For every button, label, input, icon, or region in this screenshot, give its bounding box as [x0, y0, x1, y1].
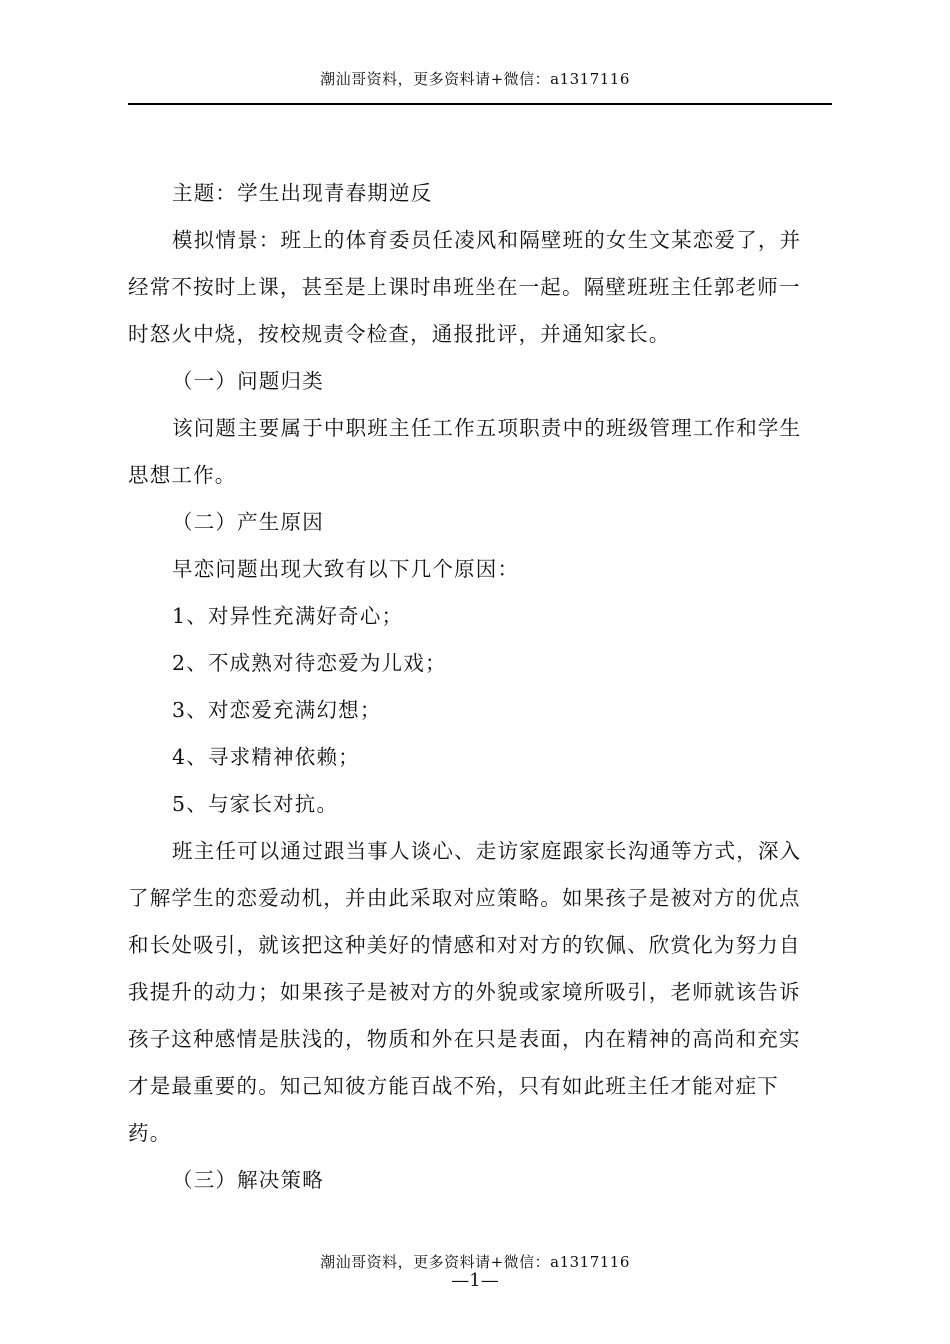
analysis-line-1: 班主任可以通过跟当事人谈心、走访家庭跟家长沟通等方式，深入 [172, 839, 802, 863]
topic-line: 主题：学生出现青春期逆反 [172, 181, 433, 205]
section-heading-1: （一）问题归类 [172, 369, 324, 393]
section-heading-3: （三）解决策略 [172, 1168, 324, 1192]
analysis-line-2: 了解学生的恋爱动机，并由此采取对应策略。如果孩子是被对方的优点 [128, 886, 801, 910]
page-footer: 潮汕哥资料，更多资料请+微信：a1317116 [320, 1253, 630, 1271]
classification-line-1: 该问题主要属于中职班主任工作五项职责中的班级管理工作和学生 [172, 416, 802, 440]
header-divider [128, 103, 832, 105]
scenario-line-2: 经常不按时上课，甚至是上课时串班坐在一起。隔壁班班主任郭老师一 [128, 275, 801, 299]
scenario-line-3: 时怒火中烧，按校规责令检查，通报批评，并通知家长。 [128, 322, 671, 346]
analysis-line-3: 和长处吸引，就该把这种美好的情感和对对方的钦佩、欣赏化为努力自 [128, 933, 801, 957]
causes-intro: 早恋问题出现大致有以下几个原因： [172, 557, 520, 581]
cause-item-1: 1、对异性充满好奇心； [172, 604, 404, 628]
analysis-line-4: 我提升的动力；如果孩子是被对方的外貌或家境所吸引，老师就该告诉 [128, 980, 801, 1004]
cause-item-5: 5、与家长对抗。 [172, 792, 339, 816]
page-header: 潮汕哥资料，更多资料请+微信：a1317116 [320, 70, 630, 88]
cause-item-4: 4、寻求精神依赖； [172, 745, 360, 769]
cause-item-3: 3、对恋爱充满幻想； [172, 698, 382, 722]
analysis-line-6: 才是最重要的。知己知彼方能百战不殆，只有如此班主任才能对症下 [128, 1074, 779, 1098]
page-number: —1— [451, 1270, 499, 1291]
classification-line-2: 思想工作。 [128, 463, 237, 487]
document-body [128, 170, 832, 1204]
scenario-line-1: 模拟情景：班上的体育委员任凌风和隔壁班的女生文某恋爱了，并 [172, 228, 802, 252]
cause-item-2: 2、不成熟对待恋爱为儿戏； [172, 651, 447, 675]
section-heading-2: （二）产生原因 [172, 510, 324, 534]
analysis-line-5: 孩子这种感情是肤浅的，物质和外在只是表面，内在精神的高尚和充实 [128, 1027, 801, 1051]
analysis-line-7: 药。 [128, 1121, 172, 1145]
